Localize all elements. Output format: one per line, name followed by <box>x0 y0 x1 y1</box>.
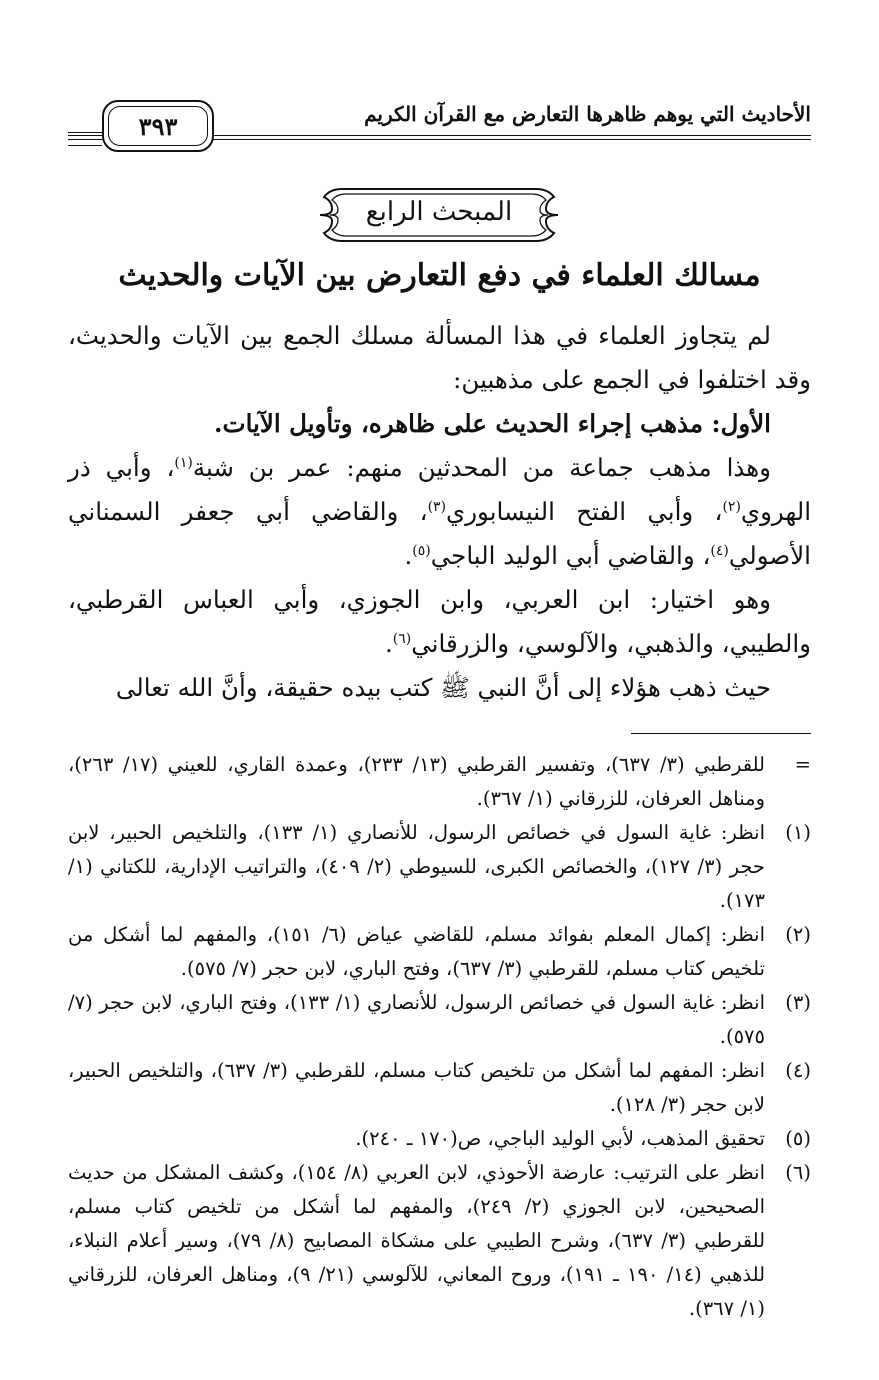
footnote-text: انظر: غاية السول في خصائص الرسول، للأنصاري (١/ ١٣٣)، وفتح الباري، لابن حجر (٧/ ٥٧٥). <box>68 991 766 1048</box>
footnote-mark: (٥) <box>785 1127 811 1150</box>
footnotes <box>68 748 811 1326</box>
footnote-mark: (٣) <box>785 991 811 1014</box>
p3-text-f: . <box>404 541 413 570</box>
footnote-text: للقرطبي (٣/ ٦٣٧)، وتفسير القرطبي (١٣/ ٢٣٣)، وعمدة القاري، للعيني (١٧/ ٢٦٣)، ومناهل العرفان، للزرقاني (١/ ٣٦٧). <box>68 753 765 810</box>
p4-text-b: . <box>384 629 393 658</box>
paragraph-5: حيث ذهب هؤلاء إلى أنَّ النبي ﷺ كتب بيده حقيقة، وأنَّ الله تعالى <box>115 673 771 702</box>
p3-text-b: ، وأبي ذر الهروي <box>68 453 812 526</box>
footnote-item <box>68 748 811 816</box>
body-text <box>68 314 811 710</box>
footnote-item <box>68 918 811 986</box>
footnote-mark: (١) <box>785 821 811 844</box>
footnote-ref-3[interactable]: (٣) <box>427 498 447 515</box>
footnote-ref-1[interactable]: (١) <box>174 454 193 471</box>
footnote-separator <box>631 733 811 734</box>
footnote-ref-4[interactable]: (٤) <box>710 542 729 559</box>
footnote-item <box>68 986 811 1054</box>
p3-text-c: ، وأبي الفتح النيسابوري <box>446 497 723 526</box>
footnote-mark: (٤) <box>785 1059 811 1082</box>
footnote-mark: = <box>794 753 811 776</box>
footnote-ref-5[interactable]: (٥) <box>412 542 431 559</box>
paragraph-2-heading: الأول: مذهب إجراء الحديث على ظاهره، وتأويل الآيات. <box>213 409 771 438</box>
footnote-item <box>68 1122 811 1156</box>
footnote-item <box>68 1156 811 1326</box>
footnote-ref-6[interactable]: (٦) <box>392 630 412 647</box>
footnote-text: انظر: غاية السول في خصائص الرسول، للأنصاري (١/ ١٣٣)، والتلخيص الحبير، لابن حجر (٣/ ١٢٧)، والخصائص الكبرى، للسيوطي (٢/ ٤٠٩)، والتراتيب الإدارية، للكتاني (١/ ١٧٣). <box>68 821 765 912</box>
footnote-mark: (٢) <box>785 923 811 946</box>
p3-text-e: ، والقاضي أبي الوليد الباجي <box>430 541 711 570</box>
section-label: المبحث الرابع <box>365 197 513 227</box>
footnote-item <box>68 1054 811 1122</box>
footnote-text: انظر على الترتيب: عارضة الأحوذي، لابن العربي (٨/ ١٥٤)، وكشف المشكل من حديث الصحيحين، لابن الجوزي (٢/ ٢٤٩)، والمفهم لما أشكل من تلخيص كتاب مسلم، للقرطبي (٣/ ٦٣٧)، وشرح الطيبي على مشكاة المصابيح (٨/ ٧٩)، وسير أعلام النبلاء، للذهبي (١٤/ ١٩٠ ـ ١٩١)، وروح المعاني، للآلوسي (٢١/ ٩)، ومناهل العرفان، للزرقاني (١/ ٣٦٧). <box>68 1161 766 1320</box>
page-number-frame <box>102 100 214 152</box>
header-rule-left <box>68 132 102 146</box>
p3-text-a: وهذا مذهب جماعة من المحدثين منهم: عمر بن شبة <box>192 453 771 482</box>
footnote-ref-2[interactable]: (٢) <box>722 498 741 515</box>
chapter-title: مسالك العلماء في دفع التعارض بين الآيات والحديث <box>118 258 761 293</box>
paragraph-1: لم يتجاوز العلماء في هذا المسألة مسلك الجمع بين الآيات والحديث، وقد اختلفوا في الجمع على مذهبين: <box>68 321 811 394</box>
page-number: ٣٩٣ <box>138 111 178 141</box>
paragraph-4 <box>68 578 811 666</box>
paragraph-3 <box>68 446 811 578</box>
footnote-mark: (٦) <box>785 1161 811 1184</box>
footnote-text: انظر: المفهم لما أشكل من تلخيص كتاب مسلم، للقرطبي (٣/ ٦٣٧)، والتلخيص الحبير، لابن حجر (٣/ ١٢٨). <box>68 1059 765 1116</box>
running-title: الأحاديث التي يوهم ظاهرها التعارض مع القرآن الكريم <box>364 102 811 126</box>
p4-text-a: وهو اختيار: ابن العربي، وابن الجوزي، وأبي العباس القرطبي، والطيبي، والذهبي، والآلوسي، والزرقاني <box>68 585 811 658</box>
footnote-text: انظر: إكمال المعلم بفوائد مسلم، للقاضي عياض (٦/ ١٥١)، والمفهم لما أشكل من تلخيص كتاب مسلم، للقرطبي (٣/ ٦٣٧)، وفتح الباري، لابن حجر (٧/ ٥٧٥). <box>68 923 765 980</box>
page-header <box>68 90 811 150</box>
p3-text-d: ، والقاضي أبي جعفر السمناني الأصولي <box>68 497 811 570</box>
footnote-item <box>68 816 811 918</box>
footnote-text: تحقيق المذهب، لأبي الوليد الباجي، ص(١٧٠ ـ ٢٤٠). <box>355 1127 765 1150</box>
section-banner <box>308 183 570 247</box>
